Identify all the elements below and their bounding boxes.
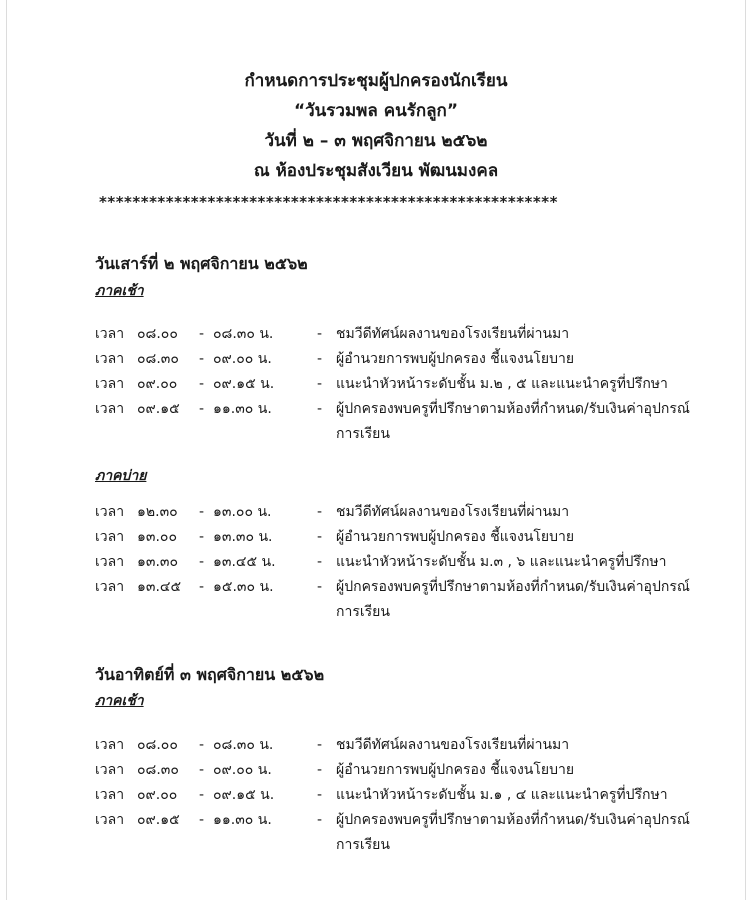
time-label: เวลา — [95, 326, 125, 342]
start-time: ๐๘.๐๐ — [137, 737, 178, 753]
end-time: ๑๓.๓๐ น. — [213, 529, 273, 545]
start-time: ๑๓.๔๕ — [137, 579, 182, 595]
item-dash: - — [317, 554, 323, 570]
range-dash: - — [199, 554, 205, 570]
end-time: ๐๙.๑๕ น. — [213, 787, 275, 803]
start-time: ๐๙.๑๕ — [137, 401, 180, 417]
item-dash: - — [317, 737, 323, 753]
activity-description: ผู้ปกครองพบครูที่ปรึกษาตามห้องที่กำหนด/รับเงินค่าอุปกรณ์การเรียน — [336, 812, 690, 853]
end-time: ๐๙.๑๕ น. — [213, 376, 275, 392]
event-dates: วันที่ ๒ – ๓ พฤศจิกายน ๒๕๖๒ — [264, 131, 488, 151]
event-venue: ณ ห้องประชุมสังเวียน พัฒนมงคล — [253, 161, 499, 181]
start-time: ๑๓.๓๐ — [137, 554, 179, 570]
item-dash: - — [317, 762, 323, 778]
session-label-morning: ภาคเช้า — [95, 693, 144, 709]
range-dash: - — [199, 812, 205, 828]
time-label: เวลา — [95, 554, 125, 570]
item-dash: - — [317, 401, 323, 417]
end-time: ๑๓.๔๕ น. — [213, 554, 276, 570]
item-dash: - — [317, 812, 323, 828]
time-label: เวลา — [95, 401, 125, 417]
activity-description: ชมวีดีทัศน์ผลงานของโรงเรียนที่ผ่านมา — [336, 504, 570, 520]
start-time: ๐๘.๓๐ — [137, 762, 179, 778]
document-header — [7, 66, 745, 186]
activity-description: ชมวีดีทัศน์ผลงานของโรงเรียนที่ผ่านมา — [336, 737, 570, 753]
end-time: ๐๙.๐๐ น. — [213, 351, 272, 367]
start-time: ๐๙.๐๐ — [137, 787, 178, 803]
end-time: ๐๘.๓๐ น. — [213, 326, 274, 342]
start-time: ๑๓.๐๐ — [137, 529, 177, 545]
item-dash: - — [317, 351, 323, 367]
activity-description: ชมวีดีทัศน์ผลงานของโรงเรียนที่ผ่านมา — [336, 326, 570, 342]
star-divider: ******************************************************* — [99, 193, 558, 211]
day-title-saturday: วันเสาร์ที่ ๒ พฤศจิกายน ๒๕๖๒ — [95, 254, 308, 273]
range-dash: - — [199, 326, 205, 342]
start-time: ๐๙.๐๐ — [137, 376, 178, 392]
item-dash: - — [317, 787, 323, 803]
activity-description: แนะนำหัวหน้าระดับชั้น ม.๓ , ๖ และแนะนำครูที่ปรึกษา — [336, 554, 667, 570]
range-dash: - — [199, 737, 205, 753]
range-dash: - — [199, 376, 205, 392]
range-dash: - — [199, 351, 205, 367]
range-dash: - — [199, 401, 205, 417]
activity-description: ผู้อำนวยการพบผู้ปกครอง ชี้แจงนโยบาย — [336, 762, 575, 778]
range-dash: - — [199, 579, 205, 595]
activity-description: ผู้อำนวยการพบผู้ปกครอง ชี้แจงนโยบาย — [336, 529, 575, 545]
end-time: ๑๑.๓๐ น. — [213, 812, 272, 828]
event-name: “วันรวมพล คนรักลูก” — [293, 101, 459, 121]
item-dash: - — [317, 529, 323, 545]
document-page — [6, 0, 746, 900]
range-dash: - — [199, 504, 205, 520]
range-dash: - — [199, 762, 205, 778]
time-label: เวลา — [95, 812, 125, 828]
item-dash: - — [317, 376, 323, 392]
start-time: ๑๒.๓๐ — [137, 504, 178, 520]
activity-description: ผู้ปกครองพบครูที่ปรึกษาตามห้องที่กำหนด/รับเงินค่าอุปกรณ์การเรียน — [336, 579, 690, 620]
start-time: ๐๘.๐๐ — [137, 326, 178, 342]
start-time: ๐๘.๓๐ — [137, 351, 179, 367]
activity-description: ผู้อำนวยการพบผู้ปกครอง ชี้แจงนโยบาย — [336, 351, 575, 367]
end-time: ๐๙.๐๐ น. — [213, 762, 272, 778]
item-dash: - — [317, 326, 323, 342]
time-label: เวลา — [95, 737, 125, 753]
session-label-afternoon: ภาคบ่าย — [95, 468, 147, 484]
end-time: ๐๘.๓๐ น. — [213, 737, 274, 753]
end-time: ๑๓.๐๐ น. — [213, 504, 272, 520]
time-label: เวลา — [95, 787, 125, 803]
time-label: เวลา — [95, 351, 125, 367]
session-label-morning: ภาคเช้า — [95, 283, 144, 299]
activity-description: แนะนำหัวหน้าระดับชั้น ม.๑ , ๔ และแนะนำครูที่ปรึกษา — [336, 787, 668, 803]
activity-description: ผู้ปกครองพบครูที่ปรึกษาตามห้องที่กำหนด/รับเงินค่าอุปกรณ์การเรียน — [336, 401, 690, 442]
time-label: เวลา — [95, 762, 125, 778]
time-label: เวลา — [95, 504, 125, 520]
range-dash: - — [199, 787, 205, 803]
end-time: ๑๑.๓๐ น. — [213, 401, 272, 417]
end-time: ๑๕.๓๐ น. — [213, 579, 274, 595]
item-dash: - — [317, 504, 323, 520]
activity-description: แนะนำหัวหน้าระดับชั้น ม.๒ , ๕ และแนะนำครูที่ปรึกษา — [336, 376, 668, 392]
item-dash: - — [317, 579, 323, 595]
range-dash: - — [199, 529, 205, 545]
header-title: กำหนดการประชุมผู้ปกครองนักเรียน — [244, 71, 508, 91]
time-label: เวลา — [95, 376, 125, 392]
time-label: เวลา — [95, 529, 125, 545]
start-time: ๐๙.๑๕ — [137, 812, 180, 828]
day-title-sunday: วันอาทิตย์ที่ ๓ พฤศจิกายน ๒๕๖๒ — [95, 665, 325, 684]
time-label: เวลา — [95, 579, 125, 595]
